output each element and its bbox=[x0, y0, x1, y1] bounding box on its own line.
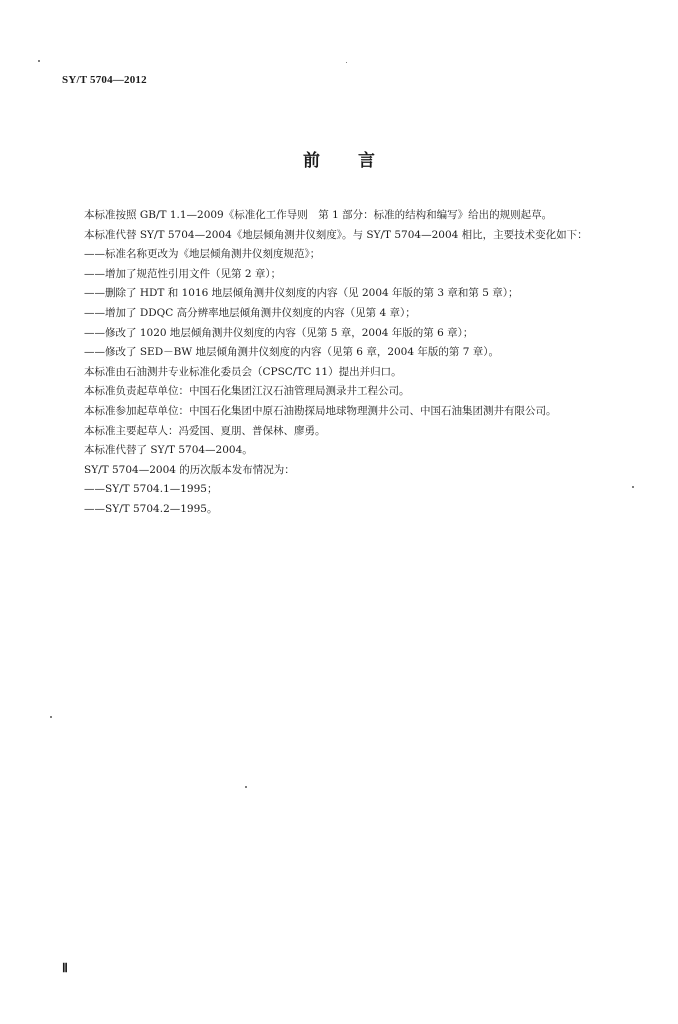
history-item: ——SY/T 5704.1—1995； bbox=[84, 483, 218, 496]
page-title bbox=[0, 146, 678, 171]
change-item: ——修改了 1020 地层倾角测井仪刻度的内容（见第 5 章，2004 年版的第 6 章）； bbox=[84, 326, 474, 339]
title-char-1: 前 bbox=[303, 151, 320, 171]
proposer-paragraph: 本标准由石油测井专业标准化委员会（CPSC/TC 11）提出并归口。 bbox=[84, 365, 402, 378]
scan-speck bbox=[346, 62, 347, 63]
change-item: ——增加了 DDQC 高分辨率地层倾角测井仪刻度的内容（见第 4 章）； bbox=[84, 306, 416, 319]
change-item: ——修改了 SED－BW 地层倾角测井仪刻度的内容（见第 6 章，2004 年版的第 7 章）。 bbox=[84, 346, 499, 359]
page-number: Ⅱ bbox=[62, 961, 68, 975]
responsible-drafter-paragraph: 本标准负责起草单位：中国石化集团江汉石油管理局测录井工程公司。 bbox=[84, 385, 410, 398]
standard-code-header: SY/T 5704—2012 bbox=[62, 74, 147, 86]
main-drafters-paragraph: 本标准主要起草人：冯爱国、夏朋、普保林、廖勇。 bbox=[84, 424, 326, 437]
foreword-body bbox=[62, 206, 638, 520]
scan-speck bbox=[245, 786, 247, 788]
title-char-2: 言 bbox=[358, 151, 375, 171]
supersedes-paragraph: 本标准代替了 SY/T 5704—2004。 bbox=[84, 444, 253, 457]
change-item: ——增加了规范性引用文件（见第 2 章）； bbox=[84, 267, 282, 280]
history-item: ——SY/T 5704.2—1995。 bbox=[84, 502, 218, 515]
change-item: ——删除了 HDT 和 1016 地层倾角测井仪刻度的内容（见 2004 年版的第 3 章和第 5 章）； bbox=[84, 287, 519, 300]
history-intro-paragraph: SY/T 5704—2004 的历次版本发布情况为： bbox=[84, 463, 295, 476]
scan-speck bbox=[632, 486, 634, 488]
participating-drafter-paragraph: 本标准参加起草单位：中国石化集团中原石油勘探局地球物理测井公司、中国石油集团测井有限公司。 bbox=[84, 404, 557, 417]
change-item: ——标准名称更改为《地层倾角测井仪刻度规范》； bbox=[84, 248, 321, 261]
scan-speck bbox=[50, 716, 52, 718]
scan-speck bbox=[38, 60, 40, 62]
replacement-paragraph: 本标准代替 SY/T 5704—2004《地层倾角测井仪刻度》。与 SY/T 5704—2004 相比，主要技术变化如下： bbox=[84, 228, 588, 241]
drafting-rules-paragraph: 本标准按照 GB/T 1.1—2009《标准化工作导则 第 1 部分：标准的结构和编写》给出的规则起草。 bbox=[84, 209, 553, 221]
